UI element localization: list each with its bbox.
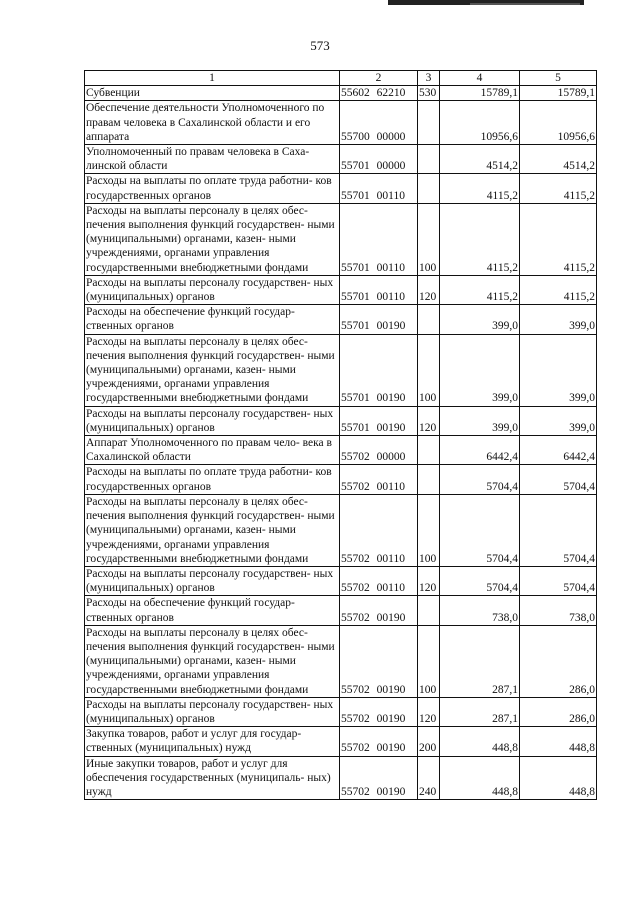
header-col-4: 4 xyxy=(440,71,520,86)
table-row xyxy=(85,174,597,203)
row-amount-col4-cell: 4514,2 xyxy=(440,145,520,174)
row-expense-type-cell: 240 xyxy=(418,756,440,800)
row-amount-col5-cell: 399,0 xyxy=(520,334,597,406)
row-name-cell: Расходы на выплаты по оплате труда работни- ков государственных органов xyxy=(85,174,340,203)
row-expense-type-cell: 100 xyxy=(418,625,440,697)
table-row xyxy=(85,305,597,334)
row-name-cell: Расходы на выплаты персоналу в целях обес- печения выполнения функций государствен- ными (муниципальными) органами, казен- ными учреждениями, органами управления государственными внебюджетными фондами xyxy=(85,494,340,566)
table-row xyxy=(85,101,597,145)
table-body xyxy=(85,86,597,800)
row-code-cell: 55602 62210 xyxy=(340,86,418,101)
table-row xyxy=(85,86,597,101)
row-amount-col4-cell: 738,0 xyxy=(440,596,520,625)
row-expense-type-cell: 120 xyxy=(418,275,440,304)
row-name-cell: Закупка товаров, работ и услуг для государ- ственных (муниципальных) нужд xyxy=(85,727,340,756)
table-row xyxy=(85,436,597,465)
row-expense-type-cell: 530 xyxy=(418,86,440,101)
row-code-cell: 55702 00110 xyxy=(340,566,418,595)
row-name-cell: Расходы на выплаты персоналу в целях обес- печения выполнения функций государствен- ными (муниципальными) органами, казен- ными учреждениями, органами управления государственными внебюджетными фондами xyxy=(85,334,340,406)
row-expense-type-cell xyxy=(418,596,440,625)
table-row xyxy=(85,625,597,697)
table-row xyxy=(85,203,597,275)
row-expense-type-cell: 200 xyxy=(418,727,440,756)
header-col-3: 3 xyxy=(418,71,440,86)
row-name-cell: Расходы на выплаты персоналу государствен- ных (муниципальных) органов xyxy=(85,697,340,726)
row-name-cell: Расходы на обеспечение функций государ- ственных органов xyxy=(85,596,340,625)
row-amount-col4-cell: 4115,2 xyxy=(440,203,520,275)
row-name-cell: Расходы на обеспечение функций государ- ственных органов xyxy=(85,305,340,334)
row-name-cell: Расходы на выплаты персоналу государствен- ных (муниципальных) органов xyxy=(85,406,340,435)
row-amount-col4-cell: 399,0 xyxy=(440,334,520,406)
row-amount-col4-cell: 287,1 xyxy=(440,697,520,726)
row-amount-col4-cell: 15789,1 xyxy=(440,86,520,101)
row-code-cell: 55701 00190 xyxy=(340,334,418,406)
row-amount-col5-cell: 286,0 xyxy=(520,697,597,726)
row-amount-col4-cell: 5704,4 xyxy=(440,566,520,595)
row-code-cell: 55702 00000 xyxy=(340,436,418,465)
table-row xyxy=(85,334,597,406)
row-name-cell: Расходы на выплаты персоналу в целях обес- печения выполнения функций государствен- ными (муниципальными) органами, казен- ными учреждениями, органами управления государственными внебюджетными фондами xyxy=(85,203,340,275)
row-amount-col5-cell: 4514,2 xyxy=(520,145,597,174)
row-name-cell: Расходы на выплаты персоналу государствен- ных (муниципальных) органов xyxy=(85,275,340,304)
row-amount-col4-cell: 5704,4 xyxy=(440,494,520,566)
row-amount-col4-cell: 448,8 xyxy=(440,727,520,756)
row-code-cell: 55701 00190 xyxy=(340,406,418,435)
table-row xyxy=(85,756,597,800)
row-amount-col5-cell: 286,0 xyxy=(520,625,597,697)
row-amount-col5-cell: 15789,1 xyxy=(520,86,597,101)
table-row xyxy=(85,406,597,435)
header-col-1: 1 xyxy=(85,71,340,86)
row-code-cell: 55702 00190 xyxy=(340,596,418,625)
row-amount-col4-cell: 287,1 xyxy=(440,625,520,697)
table-row xyxy=(85,145,597,174)
row-amount-col5-cell: 5704,4 xyxy=(520,566,597,595)
row-expense-type-cell xyxy=(418,174,440,203)
row-expense-type-cell xyxy=(418,305,440,334)
row-amount-col5-cell: 10956,6 xyxy=(520,101,597,145)
budget-table xyxy=(84,70,597,800)
row-amount-col4-cell: 5704,4 xyxy=(440,465,520,494)
row-code-cell: 55701 00110 xyxy=(340,275,418,304)
row-amount-col4-cell: 448,8 xyxy=(440,756,520,800)
row-code-cell: 55701 00110 xyxy=(340,203,418,275)
row-amount-col5-cell: 448,8 xyxy=(520,727,597,756)
row-name-cell: Аппарат Уполномоченного по правам чело- века в Сахалинской области xyxy=(85,436,340,465)
table-row xyxy=(85,727,597,756)
row-amount-col4-cell: 4115,2 xyxy=(440,174,520,203)
row-amount-col5-cell: 448,8 xyxy=(520,756,597,800)
row-amount-col5-cell: 5704,4 xyxy=(520,494,597,566)
header-row xyxy=(85,71,597,86)
row-code-cell: 55700 00000 xyxy=(340,101,418,145)
row-code-cell: 55701 00190 xyxy=(340,305,418,334)
row-name-cell: Уполномоченный по правам человека в Саха- линской области xyxy=(85,145,340,174)
row-code-cell: 55702 00190 xyxy=(340,625,418,697)
row-amount-col5-cell: 4115,2 xyxy=(520,203,597,275)
row-name-cell: Расходы на выплаты персоналу в целях обес- печения выполнения функций государствен- ными (муниципальными) органами, казен- ными учреждениями, органами управления государственными внебюджетными фондами xyxy=(85,625,340,697)
row-amount-col4-cell: 399,0 xyxy=(440,406,520,435)
row-name-cell: Обеспечение деятельности Уполномоченного по правам человека в Сахалинской области и его аппарата xyxy=(85,101,340,145)
row-code-cell: 55702 00190 xyxy=(340,727,418,756)
row-code-cell: 55702 00110 xyxy=(340,465,418,494)
row-amount-col5-cell: 399,0 xyxy=(520,305,597,334)
row-amount-col5-cell: 399,0 xyxy=(520,406,597,435)
header-col-2: 2 xyxy=(340,71,418,86)
row-amount-col4-cell: 4115,2 xyxy=(440,275,520,304)
row-amount-col5-cell: 738,0 xyxy=(520,596,597,625)
header-col-5: 5 xyxy=(520,71,597,86)
row-expense-type-cell: 120 xyxy=(418,697,440,726)
table-row xyxy=(85,596,597,625)
row-expense-type-cell: 120 xyxy=(418,406,440,435)
row-amount-col4-cell: 10956,6 xyxy=(440,101,520,145)
row-amount-col5-cell: 4115,2 xyxy=(520,174,597,203)
table-row xyxy=(85,465,597,494)
row-expense-type-cell: 100 xyxy=(418,494,440,566)
row-expense-type-cell xyxy=(418,145,440,174)
row-expense-type-cell xyxy=(418,436,440,465)
row-name-cell: Иные закупки товаров, работ и услуг для обеспечения государственных (муниципаль- ных) нужд xyxy=(85,756,340,800)
page-number: 573 xyxy=(310,38,330,53)
row-name-cell: Субвенции xyxy=(85,86,340,101)
row-amount-col5-cell: 5704,4 xyxy=(520,465,597,494)
row-code-cell: 55701 00110 xyxy=(340,174,418,203)
row-amount-col4-cell: 6442,4 xyxy=(440,436,520,465)
row-amount-col5-cell: 6442,4 xyxy=(520,436,597,465)
row-name-cell: Расходы на выплаты персоналу государствен- ных (муниципальных) органов xyxy=(85,566,340,595)
row-name-cell: Расходы на выплаты по оплате труда работни- ков государственных органов xyxy=(85,465,340,494)
row-expense-type-cell xyxy=(418,101,440,145)
table-row xyxy=(85,697,597,726)
scan-edge-mark-secondary xyxy=(470,3,580,5)
row-expense-type-cell: 100 xyxy=(418,334,440,406)
table-row xyxy=(85,566,597,595)
row-code-cell: 55701 00000 xyxy=(340,145,418,174)
row-expense-type-cell: 100 xyxy=(418,203,440,275)
row-code-cell: 55702 00190 xyxy=(340,697,418,726)
row-amount-col5-cell: 4115,2 xyxy=(520,275,597,304)
table-row xyxy=(85,494,597,566)
row-code-cell: 55702 00110 xyxy=(340,494,418,566)
row-code-cell: 55702 00190 xyxy=(340,756,418,800)
row-expense-type-cell xyxy=(418,465,440,494)
row-amount-col4-cell: 399,0 xyxy=(440,305,520,334)
table-row xyxy=(85,275,597,304)
row-expense-type-cell: 120 xyxy=(418,566,440,595)
